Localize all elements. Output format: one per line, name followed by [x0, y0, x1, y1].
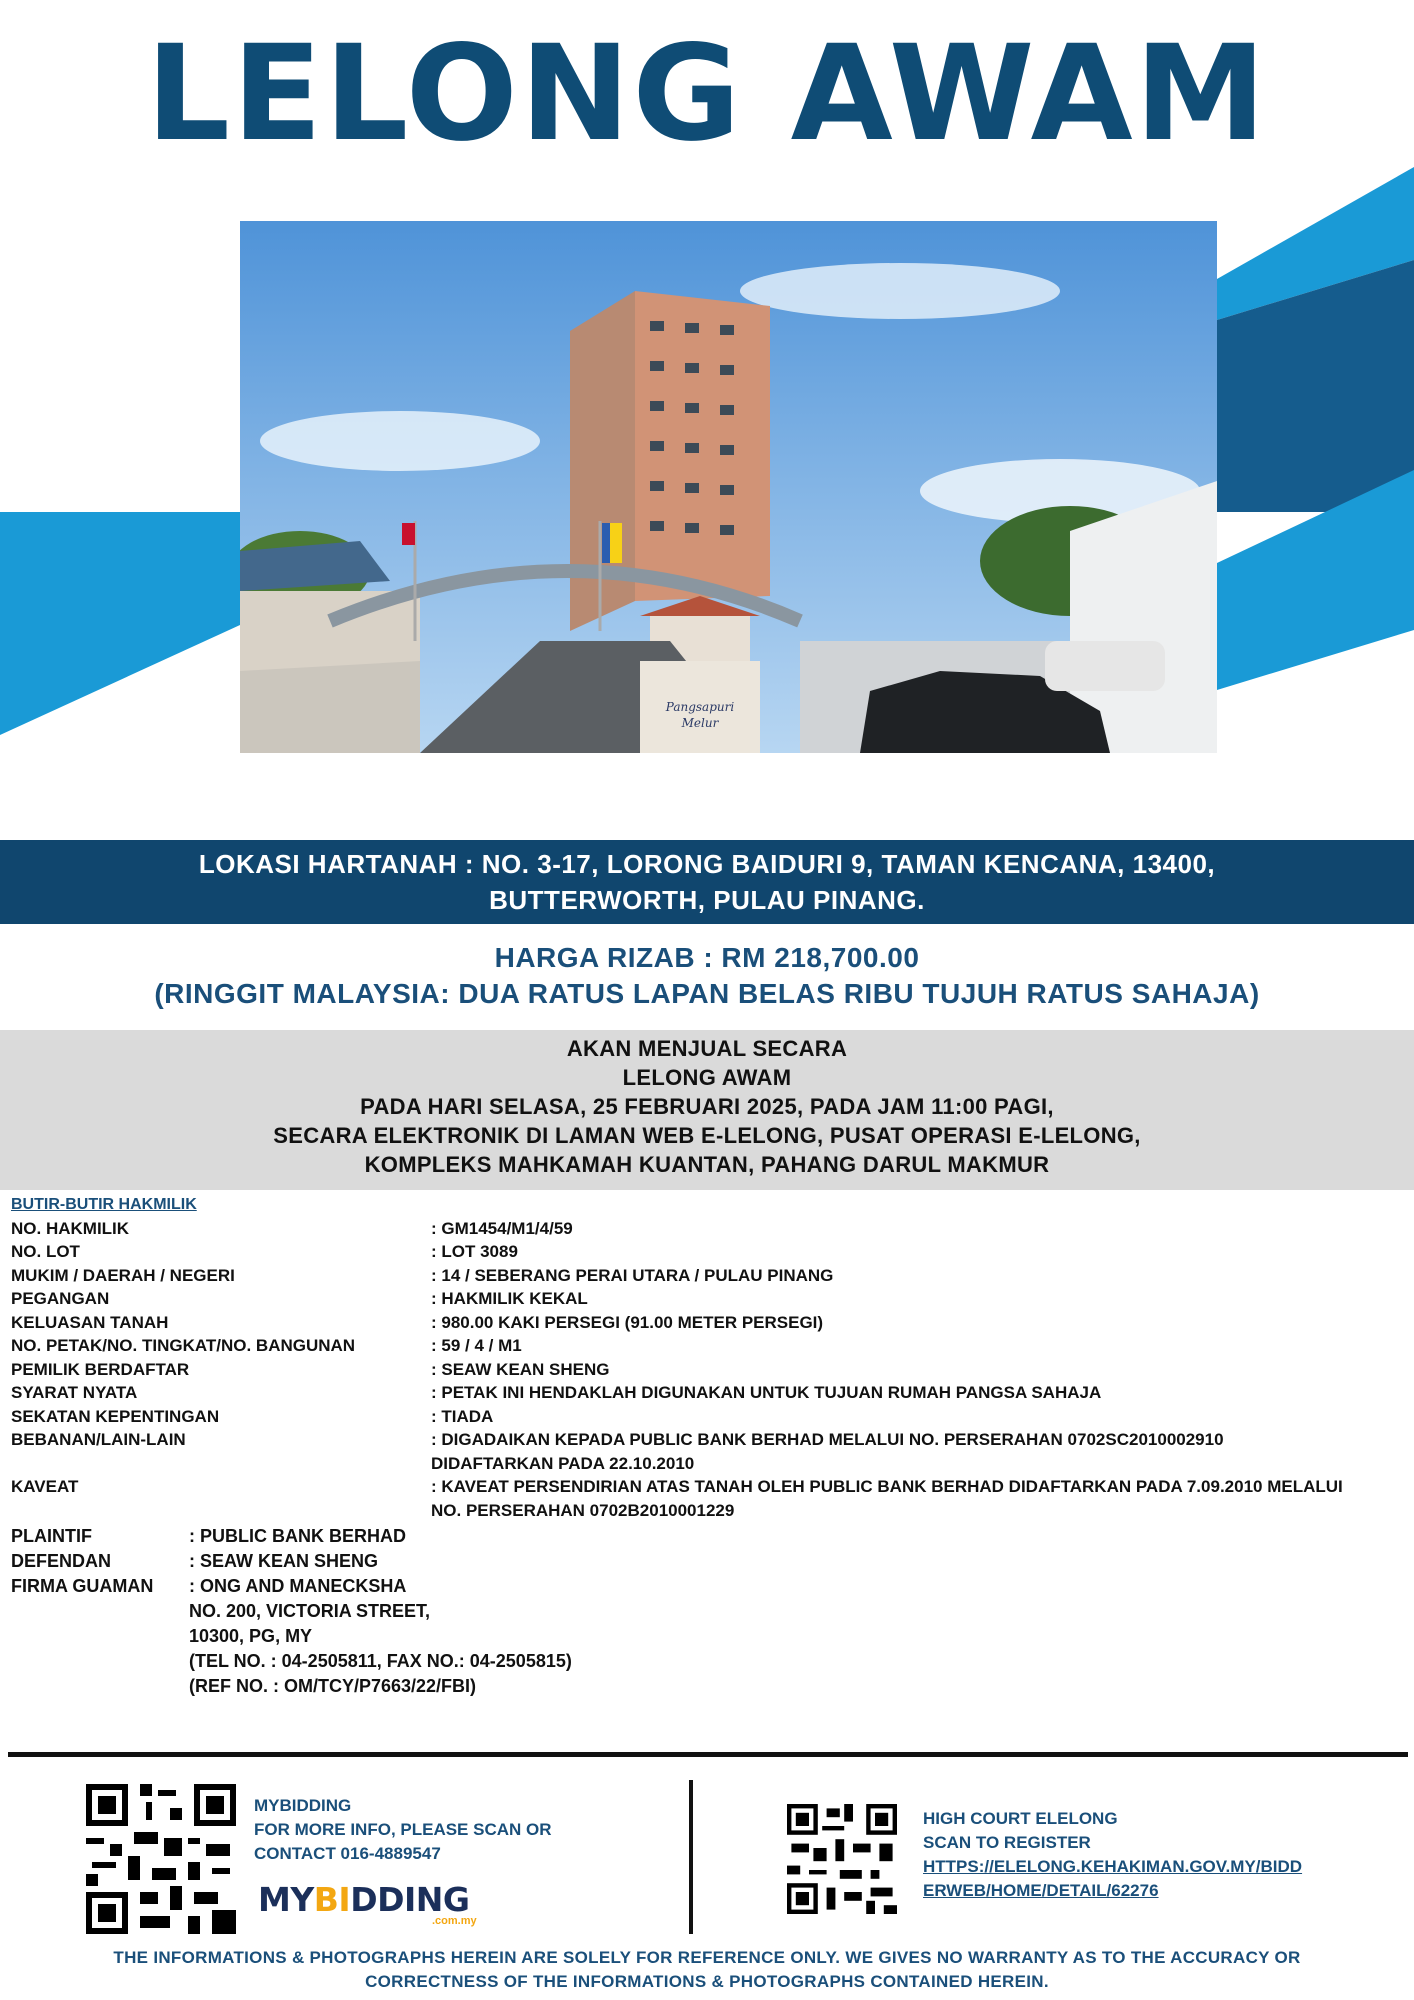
detail-label: PEMILIK BERDAFTAR: [11, 1359, 190, 1379]
elelong-register-line: HIGH COURT ELELONG: [923, 1809, 1118, 1828]
mybidding-logo-domain: .com.my: [432, 1915, 477, 1927]
footer-vertical-divider: [689, 1780, 693, 1934]
party-row: [11, 1549, 572, 1574]
mybidding-contact-line: FOR MORE INFO, PLEASE SCAN OR: [254, 1820, 552, 1839]
disclaimer: THE INFORMATIONS & PHOTOGRAPHS HEREIN ARE SOLELY FOR REFERENCE ONLY. WE GIVES NO WARRANTY AS TO THE ACCURACY OR CORRECTNESS OF THE INFORMATIONS & PHOTOGRAPHS CONTAINED HEREIN.: [113, 1948, 1301, 1991]
mybidding-contact-line: MYBIDDING: [254, 1796, 352, 1815]
detail-row: [11, 1334, 1411, 1358]
detail-label: SYARAT NYATA: [11, 1383, 138, 1402]
property-location-banner: [0, 840, 1414, 924]
property-photo: [240, 221, 1217, 753]
detail-value: : 59 / 4 / M1: [431, 1336, 522, 1355]
party-row: [11, 1524, 572, 1549]
detail-row: [11, 1240, 1411, 1264]
elelong-register-line: SCAN TO REGISTER: [923, 1833, 1091, 1852]
detail-row: [11, 1264, 1411, 1288]
sign-text-line1: Pangsapuri: [665, 700, 735, 714]
detail-value: : KAVEAT PERSENDIRIAN ATAS TANAH OLEH PUBLIC BANK BERHAD DIDAFTARKAN PADA 7.09.2010 MELALUI NO. PERSERAHAN 0702B2010001229: [431, 1477, 1343, 1520]
party-label: FIRMA GUAMAN: [11, 1576, 154, 1596]
elelong-link[interactable]: ERWEB/HOME/DETAIL/62276: [923, 1881, 1159, 1900]
page-title: LELONG AWAM: [145, 17, 1269, 171]
auction-line: SECARA ELEKTRONIK DI LAMAN WEB E-LELONG, PUSAT OPERASI E-LELONG,: [273, 1123, 1141, 1148]
auction-notice-banner: [0, 1030, 1414, 1190]
detail-label: NO. HAKMILIK: [11, 1218, 130, 1238]
title-details: [11, 1193, 1411, 1522]
detail-label: PEGANGAN: [11, 1289, 110, 1308]
detail-value: : SEAW KEAN SHENG: [431, 1359, 610, 1379]
parties-section: [11, 1524, 572, 1699]
detail-value: : 980.00 KAKI PERSEGI (91.00 METER PERSEGI): [431, 1312, 824, 1332]
detail-row: [11, 1311, 1411, 1335]
detail-row: [11, 1405, 1411, 1429]
auction-line: PADA HARI SELASA, 25 FEBRUARI 2025, PADA JAM 11:00 PAGI,: [360, 1094, 1054, 1119]
property-location: LOKASI HARTANAH : NO. 3-17, LORONG BAIDURI 9, TAMAN KENCANA, 13400, BUTTERWORTH, PULAU PINANG.: [198, 849, 1216, 915]
detail-label: KELUASAN TANAH: [11, 1312, 169, 1332]
logo-text-dding: DDING: [350, 1880, 470, 1919]
elelong-link[interactable]: HTTPS://ELELONG.KEHAKIMAN.GOV.MY/BIDD: [923, 1857, 1303, 1876]
detail-row: [11, 1381, 1411, 1405]
auction-line: AKAN MENJUAL SECARA: [566, 1036, 848, 1061]
detail-label: BEBANAN/LAIN-LAIN: [11, 1430, 186, 1449]
reserve-price: [0, 940, 1414, 1012]
reserve-price-words: (RINGGIT MALAYSIA: DUA RATUS LAPAN BELAS RIBU TUJUH RATUS SAHAJA): [154, 978, 1260, 1009]
detail-label: NO. PETAK/NO. TINGKAT/NO. BANGUNAN: [11, 1336, 356, 1355]
logo-text-my: MY: [258, 1880, 314, 1919]
auction-line: KOMPLEKS MAHKAMAH KUANTAN, PAHANG DARUL MAKMUR: [364, 1152, 1050, 1177]
elelong-qr-code[interactable]: [787, 1804, 897, 1914]
detail-value: : 14 / SEBERANG PERAI UTARA / PULAU PINANG: [431, 1265, 834, 1285]
detail-value: : TIADA: [431, 1406, 494, 1426]
party-value: : PUBLIC BANK BERHAD: [189, 1526, 406, 1546]
party-row: [11, 1574, 572, 1699]
detail-value: : LOT 3089: [431, 1242, 518, 1261]
detail-value: : GM1454/M1/4/59: [431, 1218, 573, 1238]
detail-row: [11, 1358, 1411, 1382]
party-value: : ONG AND MANECKSHA NO. 200, VICTORIA STREET, 10300, PG, MY (TEL NO. : 04-2505811, FAX NO.: 04-2505815) (REF NO. : OM/TCY/P7663/22/FBI): [189, 1576, 572, 1696]
detail-label: MUKIM / DAERAH / NEGERI: [11, 1265, 235, 1285]
mybidding-logo: [258, 1880, 469, 1919]
auction-line: LELONG AWAM: [622, 1065, 792, 1090]
mybidding-contact: [254, 1794, 552, 1866]
sign-text-line2: Melur: [681, 716, 719, 730]
detail-row: [11, 1217, 1411, 1241]
detail-row: [11, 1287, 1411, 1311]
mybidding-qr-code[interactable]: [86, 1784, 236, 1934]
detail-label: NO. LOT: [11, 1242, 80, 1261]
party-label: DEFENDAN: [11, 1551, 112, 1571]
logo-text-bi: BI: [313, 1880, 351, 1919]
detail-label: SEKATAN KEPENTINGAN: [11, 1406, 220, 1426]
party-value: : SEAW KEAN SHENG: [189, 1551, 379, 1571]
detail-value: : PETAK INI HENDAKLAH DIGUNAKAN UNTUK TUJUAN RUMAH PANGSA SAHAJA: [431, 1383, 1102, 1402]
footer-divider: [8, 1752, 1408, 1757]
mybidding-contact-line: CONTACT 016-4889547: [254, 1844, 441, 1863]
detail-row: [11, 1428, 1411, 1475]
title-details-heading: BUTIR-BUTIR HAKMILIK: [11, 1196, 197, 1213]
detail-value: : HAKMILIK KEKAL: [431, 1289, 588, 1308]
party-label: PLAINTIF: [11, 1526, 92, 1546]
reserve-price-amount: HARGA RIZAB : RM 218,700.00: [494, 942, 920, 973]
elelong-register: [923, 1807, 1302, 1903]
detail-value: : DIGADAIKAN KEPADA PUBLIC BANK BERHAD MELALUI NO. PERSERAHAN 0702SC2010002910 DIDAFTARKAN PADA 22.10.2010: [431, 1430, 1224, 1473]
detail-label: KAVEAT: [11, 1477, 79, 1496]
detail-row: [11, 1475, 1411, 1522]
